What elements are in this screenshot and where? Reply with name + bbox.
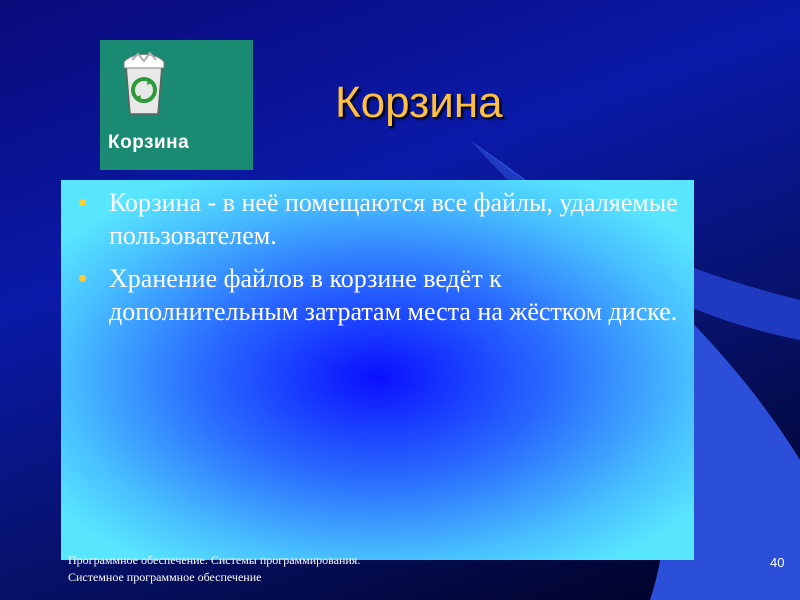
content-box bbox=[61, 180, 694, 560]
bullet-text: Хранение файлов в корзине ведёт к дополнительным затратам места на жёстком диске. bbox=[109, 264, 678, 326]
footer-text: Программное обеспечение. Системы программирования. Системное программное обеспечение bbox=[68, 553, 361, 584]
bullet-text: Корзина - в неё помещаются все файлы, удаляемые пользователем. bbox=[109, 188, 678, 250]
slide-title: Корзина bbox=[335, 78, 503, 127]
page-number: 40 bbox=[770, 555, 785, 570]
bullet-item bbox=[79, 186, 679, 252]
recycle-bin-tile bbox=[100, 40, 253, 170]
bullet-list bbox=[79, 186, 679, 338]
bullet-dot-icon bbox=[79, 275, 86, 282]
recycle-bin-icon bbox=[118, 52, 170, 122]
bullet-item bbox=[79, 262, 679, 328]
recycle-bin-label: Корзина bbox=[108, 132, 190, 153]
bullet-dot-icon bbox=[79, 199, 86, 206]
